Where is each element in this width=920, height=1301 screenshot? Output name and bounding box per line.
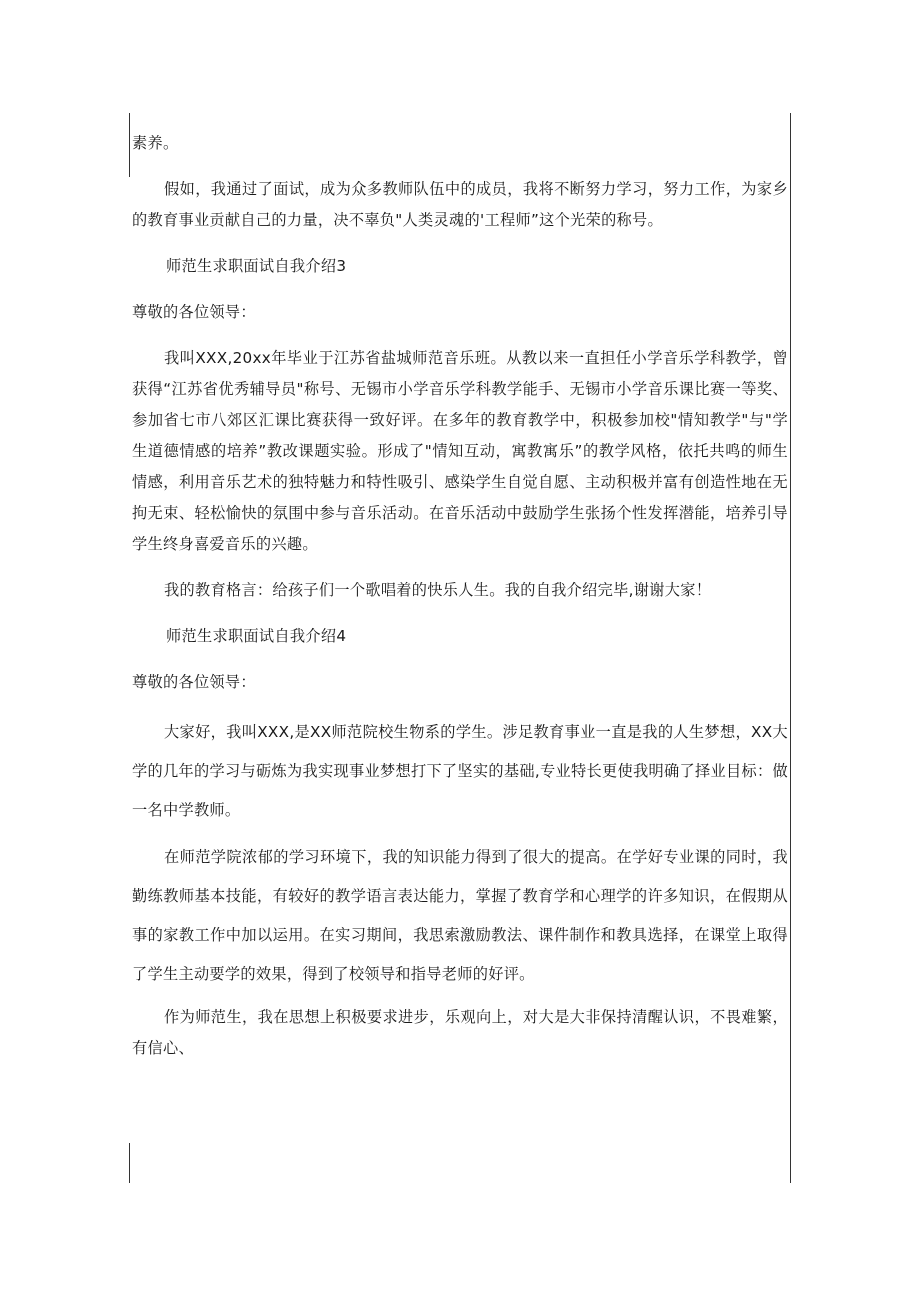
paragraph-biology-student-intro: 大家好，我叫XXX,是XX师范院校生物系的学生。涉足教育事业一直是我的人生梦想，XX大学的几年的学习与砺炼为我实现事业梦想打下了坚实的基础,专业特长更使我明确了择业目标：做一名中学教师。: [132, 723, 788, 819]
document-body: [132, 128, 788, 1079]
paragraph-education-motto: 我的教育格言：给孩子们一个歌唱着的快乐人生。我的自我介绍完毕,谢谢大家！: [164, 581, 712, 599]
section-heading-3: 师范生求职面试自我介绍3: [166, 257, 347, 275]
right-margin-rule: [790, 113, 791, 1183]
paragraph-learning-environment: 在师范学院浓郁的学习环境下，我的知识能力得到了很大的提高。在学好专业课的同时，我勤练教师基本技能，有较好的教学语言表达能力，掌握了教育学和心理学的许多知识，在假期从事的家教工作中加以运用。在实习期间，我思索激励教法、课件制作和教具选择，在课堂上取得了学生主动要学的效果，得到了校领导和指导老师的好评。: [132, 848, 788, 983]
paragraph-normal-student-attitude: 作为师范生，我在思想上积极要求进步，乐观向上，对大是大非保持清醒认识，不畏难繁，有信心、: [132, 1008, 788, 1057]
paragraph-interview-pledge: 假如，我通过了面试，成为众多教师队伍中的成员，我将不断努力学习，努力工作，为家乡的教育事业贡献自己的力量，决不辜负"人类灵魂的'工程师”这个光荣的称号。: [132, 180, 788, 229]
salutation-3: 尊敬的各位领导：: [132, 303, 256, 321]
left-margin-rule-top: [129, 113, 130, 177]
left-margin-rule-bottom: [129, 1143, 130, 1183]
salutation-4: 尊敬的各位领导：: [132, 673, 256, 691]
section-heading-4: 师范生求职面试自我介绍4: [166, 627, 347, 645]
paragraph-music-teacher-intro: 我叫XXX,20xx年毕业于江苏省盐城师范音乐班。从教以来一直担任小学音乐学科教学，曾获得“江苏省优秀辅导员"称号、无锡市小学音乐学科教学能手、无锡市小学音乐课比赛一等奖、参加省七市八郊区汇课比赛获得一致好评。在多年的教育教学中，积极参加校"情知教学"与"学生道德情感的培养”教改课题实验。形成了"情知互动，寓教寓乐”的教学风格，依托共鸣的师生情感，利用音乐艺术的独特魅力和特性吸引、感染学生自觉自愿、主动积极并富有创造性地在无拘无束、轻松愉快的氛围中参与音乐活动。在音乐活动中鼓励学生张扬个性发挥潜能，培养引导学生终身喜爱音乐的兴趣。: [132, 349, 788, 553]
paragraph-continuation: 素养。: [132, 134, 179, 152]
